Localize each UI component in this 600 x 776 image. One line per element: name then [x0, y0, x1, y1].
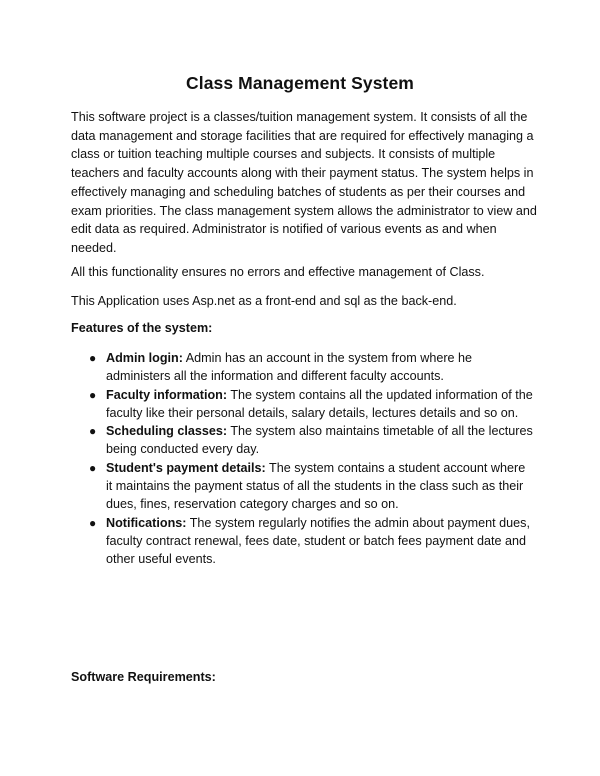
- page-title: Class Management System: [186, 73, 414, 93]
- feature-item: [0, 459, 600, 514]
- feature-item: [0, 349, 600, 386]
- features-heading: Features of the system:: [71, 321, 213, 335]
- feature-label: Scheduling classes:: [106, 424, 228, 439]
- software-requirements-heading: Software Requirements:: [71, 670, 216, 684]
- bullet-icon: ●: [89, 387, 97, 402]
- bullet-icon: ●: [89, 460, 97, 475]
- feature-text: The system contains a student account where it maintains the payment status of all the students in the class such as their dues, fines, reservation category charges and so on.: [106, 460, 526, 512]
- feature-text: Admin has an account in the system from where he administers all the information and different faculty accounts.: [106, 351, 473, 384]
- bullet-icon: ●: [89, 515, 97, 530]
- features-list: [0, 349, 600, 569]
- feature-item: [0, 422, 600, 459]
- feature-item: [0, 514, 600, 569]
- feature-text: The system regularly notifies the admin about payment dues, faculty contract renewal, fees date, student or batch fees payment date and other useful events.: [106, 515, 530, 567]
- feature-text: The system contains all the updated information of the faculty like their personal details, salary details, lectures details and so on.: [106, 387, 533, 420]
- feature-label: Student's payment details:: [106, 460, 266, 475]
- feature-label: Faculty information:: [106, 387, 228, 402]
- summary-paragraph: All this functionality ensures no errors and effective management of Class.: [71, 265, 485, 279]
- intro-paragraph: This software project is a classes/tuition management system. It consists of all the data management and storage facilities that are required for effectively managing a class or tuition teaching multiple courses and subjects. It consists of multiple teachers and faculty accounts along with their payment status. The system helps in effectively managing and scheduling batches of students as per their courses and exam priorities. The class management system allows the administrator to view and edit data as required. Administrator is notified of various events as and when needed.: [71, 110, 537, 255]
- feature-label: Admin login:: [106, 351, 183, 365]
- feature-label: Notifications:: [106, 515, 187, 530]
- bullet-icon: ●: [89, 351, 97, 365]
- feature-item: [0, 386, 600, 423]
- bullet-icon: ●: [89, 424, 97, 439]
- application-paragraph: This Application uses Asp.net as a front-end and sql as the back-end.: [71, 294, 457, 308]
- feature-text: The system also maintains timetable of all the lectures being conducted every day.: [106, 424, 533, 457]
